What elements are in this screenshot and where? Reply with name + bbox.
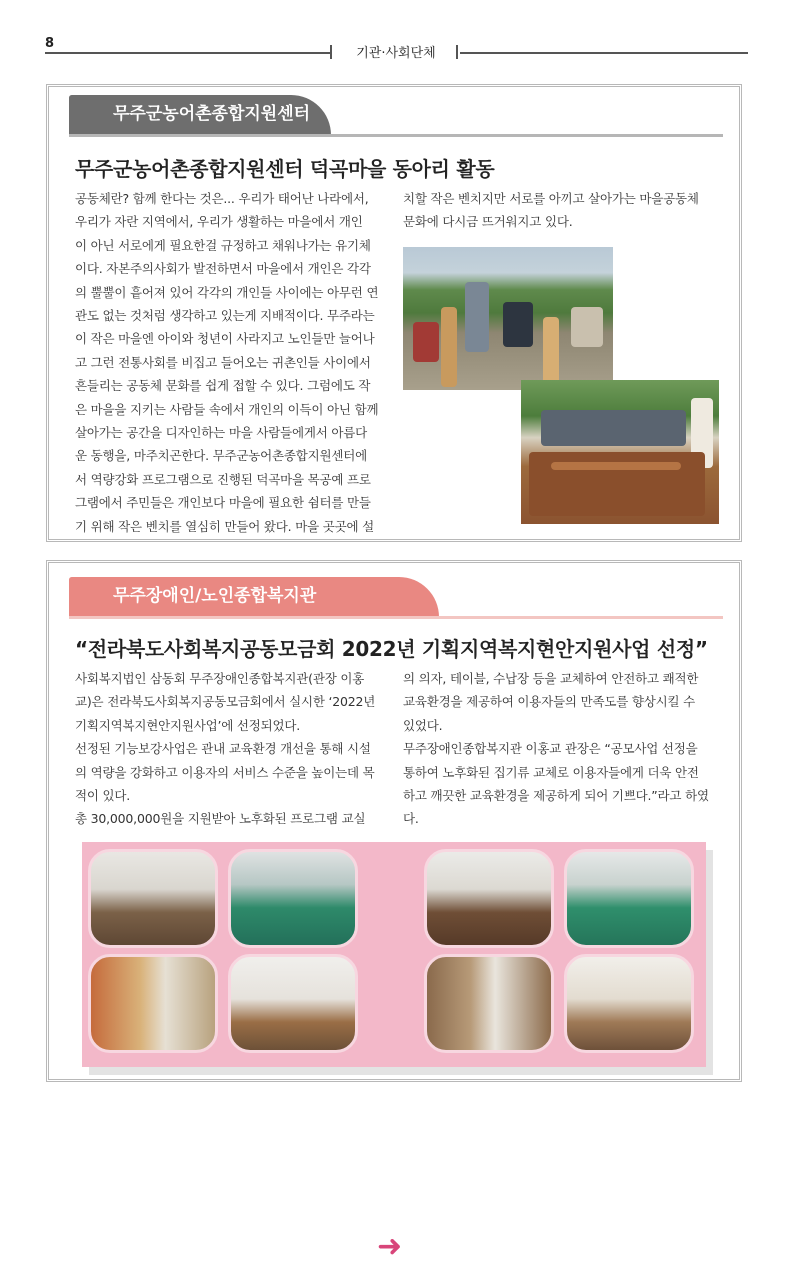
text-line: 있었다. (403, 717, 443, 733)
header-tick-right (456, 45, 458, 59)
article-tab-1: 무주군농어촌종합지원센터 (69, 95, 331, 135)
after-chairs-photo (564, 849, 694, 948)
bench-plank (543, 317, 559, 387)
after-classroom-photo (424, 849, 554, 948)
header-rule-right (460, 52, 748, 54)
text-line: 교)은 전라북도사회복지공동모금회에서 실시한 ‘2022년 (75, 694, 376, 710)
text-line: 우리가 자란 지역에서, 우리가 생활하는 마을에서 개인 (75, 214, 363, 230)
text-line: 관도 없는 것처럼 생각하고 있는게 지배적이다. 무주라는 (75, 308, 375, 324)
before-classroom-photo (88, 849, 218, 948)
article-title-1: 무주군농어촌종합지원센터 덕곡마을 동아리 활동 (75, 157, 495, 181)
after-meeting-room-photo (564, 954, 694, 1053)
text-line: 그램에서 주민들은 개인보다 마을에 필요한 쉼터를 만들 (75, 495, 371, 511)
person-figure (571, 307, 603, 347)
article2-right-column (403, 667, 709, 831)
text-line: 문화에 다시금 뜨거워지고 있다. (403, 214, 573, 230)
text-line: 적이 있다. (75, 788, 131, 804)
section-label: 기관·사회단체 (356, 46, 436, 61)
person-figure (465, 282, 489, 352)
before-meeting-room-photo (228, 954, 358, 1053)
text-line: 총 30,000,000원을 지원받아 노후화된 프로그램 교실 (75, 811, 366, 827)
text-line: 의 역량을 강화하고 이용자의 서비스 수준을 높이는데 목 (75, 764, 375, 780)
person-figure (413, 322, 439, 362)
woodworking-photo-1 (403, 247, 613, 390)
text-line: 고 그런 전통사회를 비집고 들어오는 귀촌인들 사이에서 (75, 354, 371, 370)
text-line: 기획지역복지현안지원사업’에 선정되었다. (75, 717, 301, 733)
page-number: 8 (45, 36, 55, 51)
text-line: 서 역량강화 프로그램으로 진행된 덕곡마을 목공예 프로 (75, 471, 371, 487)
text-line: 사회복지법인 삼동회 무주장애인종합복지관(관장 이홍 (75, 671, 365, 686)
before-storage-photo (88, 954, 218, 1053)
person-figure (503, 302, 533, 347)
arrow-icon: ➜ (377, 1229, 403, 1264)
text-line: 이 작은 마을엔 아이와 청년이 사라지고 노인들만 늘어나 (75, 331, 375, 347)
text-line: 운 동행을, 마주치곤한다. 무주군농어촌종합지원센터에 (75, 448, 367, 464)
text-line: 이다. 자본주의사회가 발전하면서 마을에서 개인은 각각 (75, 261, 371, 277)
text-line: 무주장애인종합복지관 이홍교 관장은 “공모사업 선정을 (403, 741, 698, 757)
tab-underline-1 (69, 134, 723, 137)
text-line: 공동체란? 함께 한다는 것은... 우리가 태어난 나라에서, (75, 191, 369, 206)
text-line: 기 위해 작은 벤치를 열심히 만들어 왔다. 마을 곳곳에 설 (75, 518, 374, 534)
text-line: 하고 깨끗한 교육환경을 제공하게 되어 기쁘다.”라고 하였 (403, 788, 709, 804)
text-line: 교육환경을 제공하여 이용자들의 만족도를 향상시킬 수 (403, 694, 695, 710)
bench-plank (441, 307, 457, 387)
after-storage-photo (424, 954, 554, 1053)
article-box-1 (46, 84, 742, 542)
text-line: 은 마을을 지키는 사람들 속에서 개인의 이득이 아닌 함께 (75, 401, 379, 417)
text-line: 의 뿔뿔이 흩어져 있어 각각의 개인들 사이에는 아무런 연 (75, 284, 379, 300)
header-tick-left (330, 45, 332, 59)
tab-underline-2 (69, 616, 723, 619)
text-line: 다. (403, 811, 419, 827)
bench-pile (551, 462, 681, 470)
article1-left-column (75, 187, 378, 538)
text-line: 이 아닌 서로에게 필요한걸 규정하고 채워나가는 유기체 (75, 237, 371, 253)
header-rule-left (45, 52, 330, 54)
woodworking-photo-2 (521, 380, 719, 524)
text-line: 선정된 기능보강사업은 관내 교육환경 개선을 통해 시설 (75, 741, 371, 757)
before-chairs-photo (228, 849, 358, 948)
text-line: 의 의자, 테이블, 수납장 등을 교체하여 안전하고 쾌적한 (403, 671, 699, 686)
text-line: 흔들리는 공동체 문화를 쉽게 접할 수 있다. 그럼에도 작 (75, 378, 371, 394)
article-title-2: “전라북도사회복지공동모금회 2022년 기획지역복지현안지원사업 선정” (75, 637, 708, 661)
article-tab-2: 무주장애인/노인종합복지관 (69, 577, 439, 617)
text-line: 살아가는 공간을 디자인하는 마을 사람들에게서 아름다 (75, 425, 367, 441)
text-line: 치할 작은 벤치지만 서로를 아끼고 살아가는 마을공동체 (403, 191, 699, 206)
photo-panel (82, 842, 706, 1264)
group-of-people (541, 410, 686, 446)
article1-right-column (403, 187, 699, 234)
article-box-2 (46, 560, 742, 1264)
article2-left-column (75, 667, 375, 831)
text-line: 통하여 노후화된 집기류 교체로 이용자들에게 더욱 안전 (403, 764, 699, 780)
